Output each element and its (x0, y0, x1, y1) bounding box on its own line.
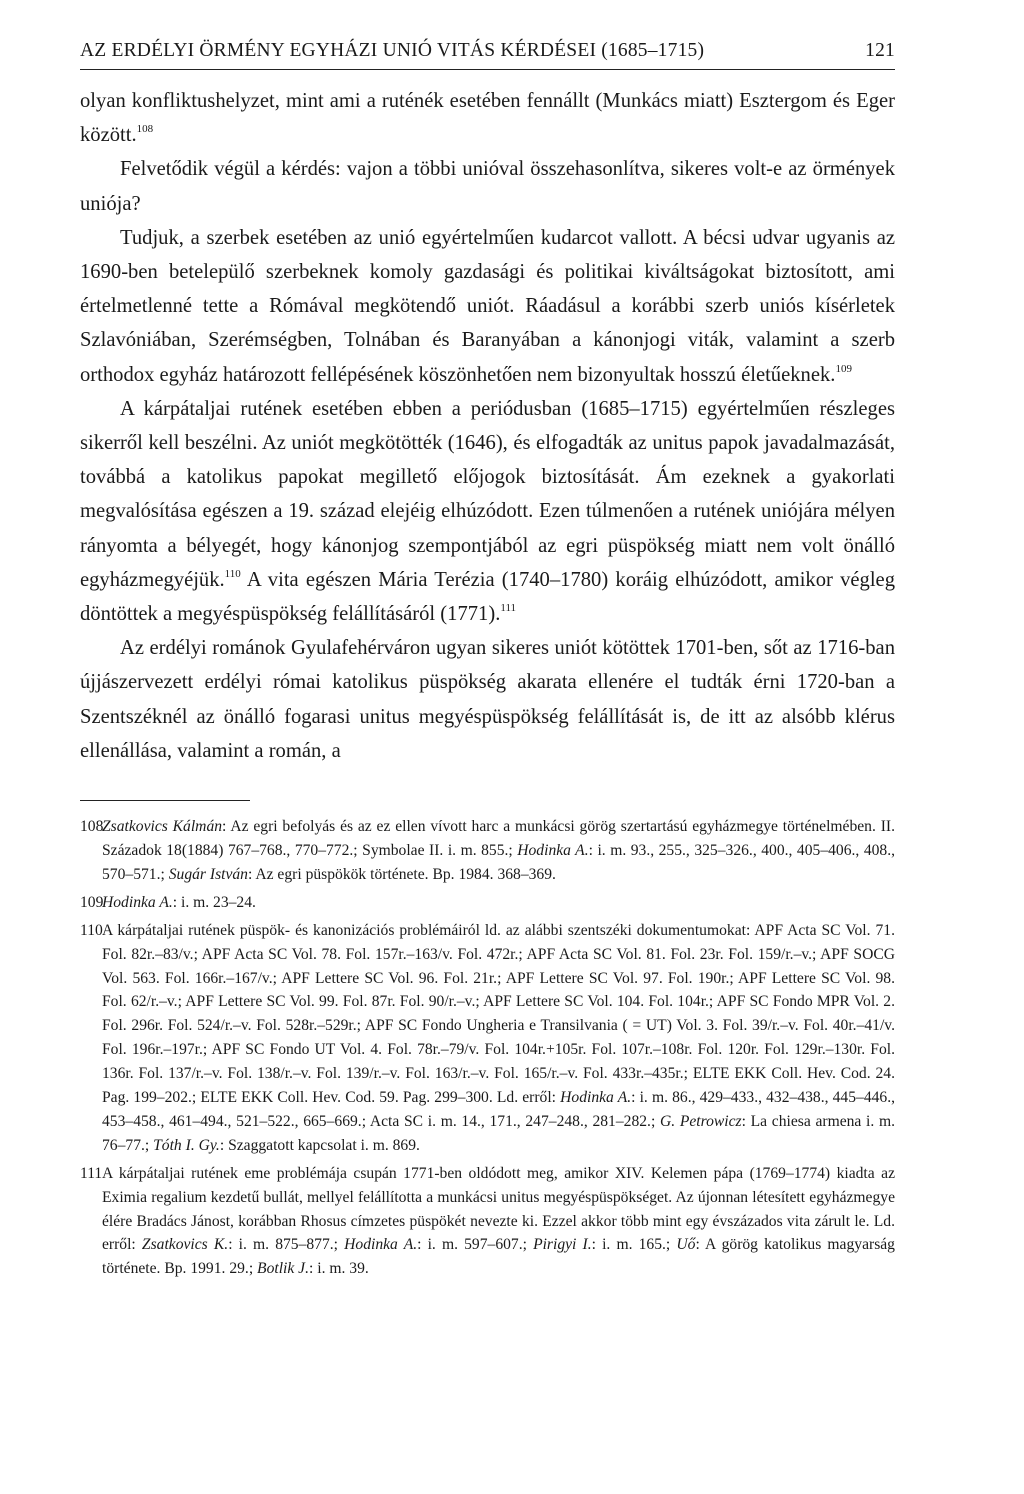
paragraph: Tudjuk, a szerbek esetében az unió egyértelműen kudarcot vallott. A bécsi udvar ugyanis az 1690-ben betelepülő szerbeknek komoly gazdasági és politikai kiváltságokat biztosított, ami értelmetlenné tette a Rómával megkötendő uniót. Ráadásul a korábbi szerb uniós kísérletek Szlavóniában, Szerémségben, Tolnában és Baranyában a kánonjogi viták, valamint a szerb orthodox egyház határozott fellépésének köszönhetően nem bizonyultak hosszú életűeknek.$^{109}$ (80, 226, 895, 386)
footnote-number: 111 (80, 1164, 103, 1182)
footnote-ref[interactable]: 108 (136, 123, 154, 136)
paragraph: A kárpátaljai rutének esetében ebben a periódusban (1685–1715) egyértelműen részleges sikerről kell beszélni. Az uniót megkötötték (1646), és elfogadták az unitus papok javadalmazását, továbbá a katolikus papokat megillető előjogok biztosítását. Ám ezeknek a gyakorlati megvalósítása egészen a 19. század elejéig elhúzódott. Ezen túlmenően a rutének uniójára mélyen rányomta a bélyegét, hogy kánonjog szempontjából az egri püspökség miatt nem volt önálló egyházmegyéjük.$^{110}$ A vita egészen Mária Terézia (1740–1780) koráig elhúzódott, amikor végleg döntöttek a megyéspüspökség felállításáról (1771).$^{111}$ (80, 397, 895, 626)
main-text (80, 84, 895, 768)
footnote-divider (80, 800, 250, 801)
footnote-ref[interactable]: 109 (835, 362, 852, 375)
footnote: 109 Hodinka A.: i. m. 23–24. (80, 891, 895, 915)
running-header (80, 40, 895, 70)
footnote-number: 108 (80, 818, 104, 836)
footnote-number: 110 (80, 921, 103, 939)
footnote: 110 A kárpátaljai rutének püspök- és kanonizációs problémáiról ld. az alábbi szentszéki dokumentumokat: APF Acta SC Vol. 71. Fol. 82r.–83/v.; APF Acta SC Vol. 78. Fol. 157r.–163/v. Fol. 472r.; APF Acta SC Vol. 81. Fol. 23r. Fol. 159/r.–v.; APF SOCG Vol. 563. Fol. 166r.–167/v.; APF Lettere SC Vol. 96. Fol. 21r.; APF Lettere SC Vol. 97. Fol. 190r.; APF Lettere SC Vol. 98. Fol. 62/r.–v.; APF Lettere SC Vol. 99. Fol. 87r. Fol. 90/r.–v.; APF Lettere SC Vol. 104. Fol. 104r.; APF SC Fondo MPR Vol. 2. Fol. 296r. Fol. 524/r.–v. Fol. 528r.–529r.; APF SC Fondo Ungheria e Transilvania ( = UT) Vol. 3. Fol. 39/r.–v. Fol. 40r.–41/v. Fol. 196r.–197r.; APF SC Fondo UT Vol. 4. Fol. 78r.–79/v. Fol. 104r.+105r. Fol. 107r.–108r. Fol. 120r. Fol. 129r.–130r. Fol. 136r. Fol. 137/r.–v. Fol. 138/r.–v. Fol. 139/r.–v. Fol. 163/r.–v. Fol. 165/r.–v. Fol. 433r.–435r.; ELTE EKK Coll. Hev. Cod. 24. Pag. 199–202.; ELTE EKK Coll. Hev. Cod. 59. Pag. 299–300. Ld. erről: Hodinka A.: i. m. 86., 429–433., 432–438., 445–446., 453–458., 461–494., 521–522., 665–669.; Acta SC i. m. 14., 171., 247–248., 281–282.; G. Petrowicz: La chiesa armena i. m. 76–77.; Tóth I. Gy.: Szaggatott kapcsolat i. m. 869. (80, 919, 895, 1158)
footnote-number: 109 (80, 893, 104, 911)
footnotes (80, 815, 895, 1281)
paragraph: Felvetődik végül a kérdés: vajon a többi unióval összehasonlítva, sikeres volt-e az örmények uniója? (80, 158, 895, 215)
footnote-ref[interactable]: 111 (500, 602, 517, 615)
footnote-ref[interactable]: 110 (224, 567, 241, 580)
paragraph: olyan konfliktushelyzet, mint ami a ruténék esetében fennállt (Munkács miatt) Esztergom és Eger között.$^{108}$ (80, 90, 895, 147)
running-title: AZ ERDÉLYI ÖRMÉNY EGYHÁZI UNIÓ VITÁS KÉRDÉSEI (1685–1715) (80, 40, 705, 61)
footnote: 111 A kárpátaljai rutének eme problémája csupán 1771-ben oldódott meg, amikor XIV. Kelemen pápa (1769–1774) kiadta az Eximia regalium kezdetű bullát, mellyel felállította a munkácsi unitus megyéspüspökséget. Az újonnan létesített egyházmegye élére Bradács Jánost, korábban Rhosus címzetes püspökét nevezte ki. Ezzel akkor több mint egy évszázados vita zárult le. Ld. erről: Zsatkovics K.: i. m. 875–877.; Hodinka A.: i. m. 597–607.; Pirigyi I.: i. m. 165.; Uő: A görög katolikus magyarság története. Bp. 1991. 29.; Botlik J.: i. m. 39. (80, 1162, 895, 1282)
book-page (80, 40, 895, 1281)
footnote: 108 Zsatkovics Kálmán: Az egri befolyás és az ez ellen vívott harc a munkácsi görög szertartású egyházmegye történelmében. II. Századok 18(1884) 767–768., 770–772.; Symbolae II. i. m. 855.; Hodinka A.: i. m. 93., 255., 325–326., 400., 405–406., 408., 570–571.; Sugár István: Az egri püspökök története. Bp. 1984. 368–369. (80, 815, 895, 887)
paragraph: Az erdélyi románok Gyulafehérváron ugyan sikeres uniót kötöttek 1701-ben, sőt az 1716-ban újjászervezett erdélyi római katolikus püspökség akarata ellenére el tudták érni 1720-ban a Szentszéknél az önálló fogarasi unitus megyéspüspökség felállítását is, de itt az alsóbb klérus ellenállása, valamint a román, a (80, 637, 895, 762)
page-number: 121 (865, 40, 895, 61)
